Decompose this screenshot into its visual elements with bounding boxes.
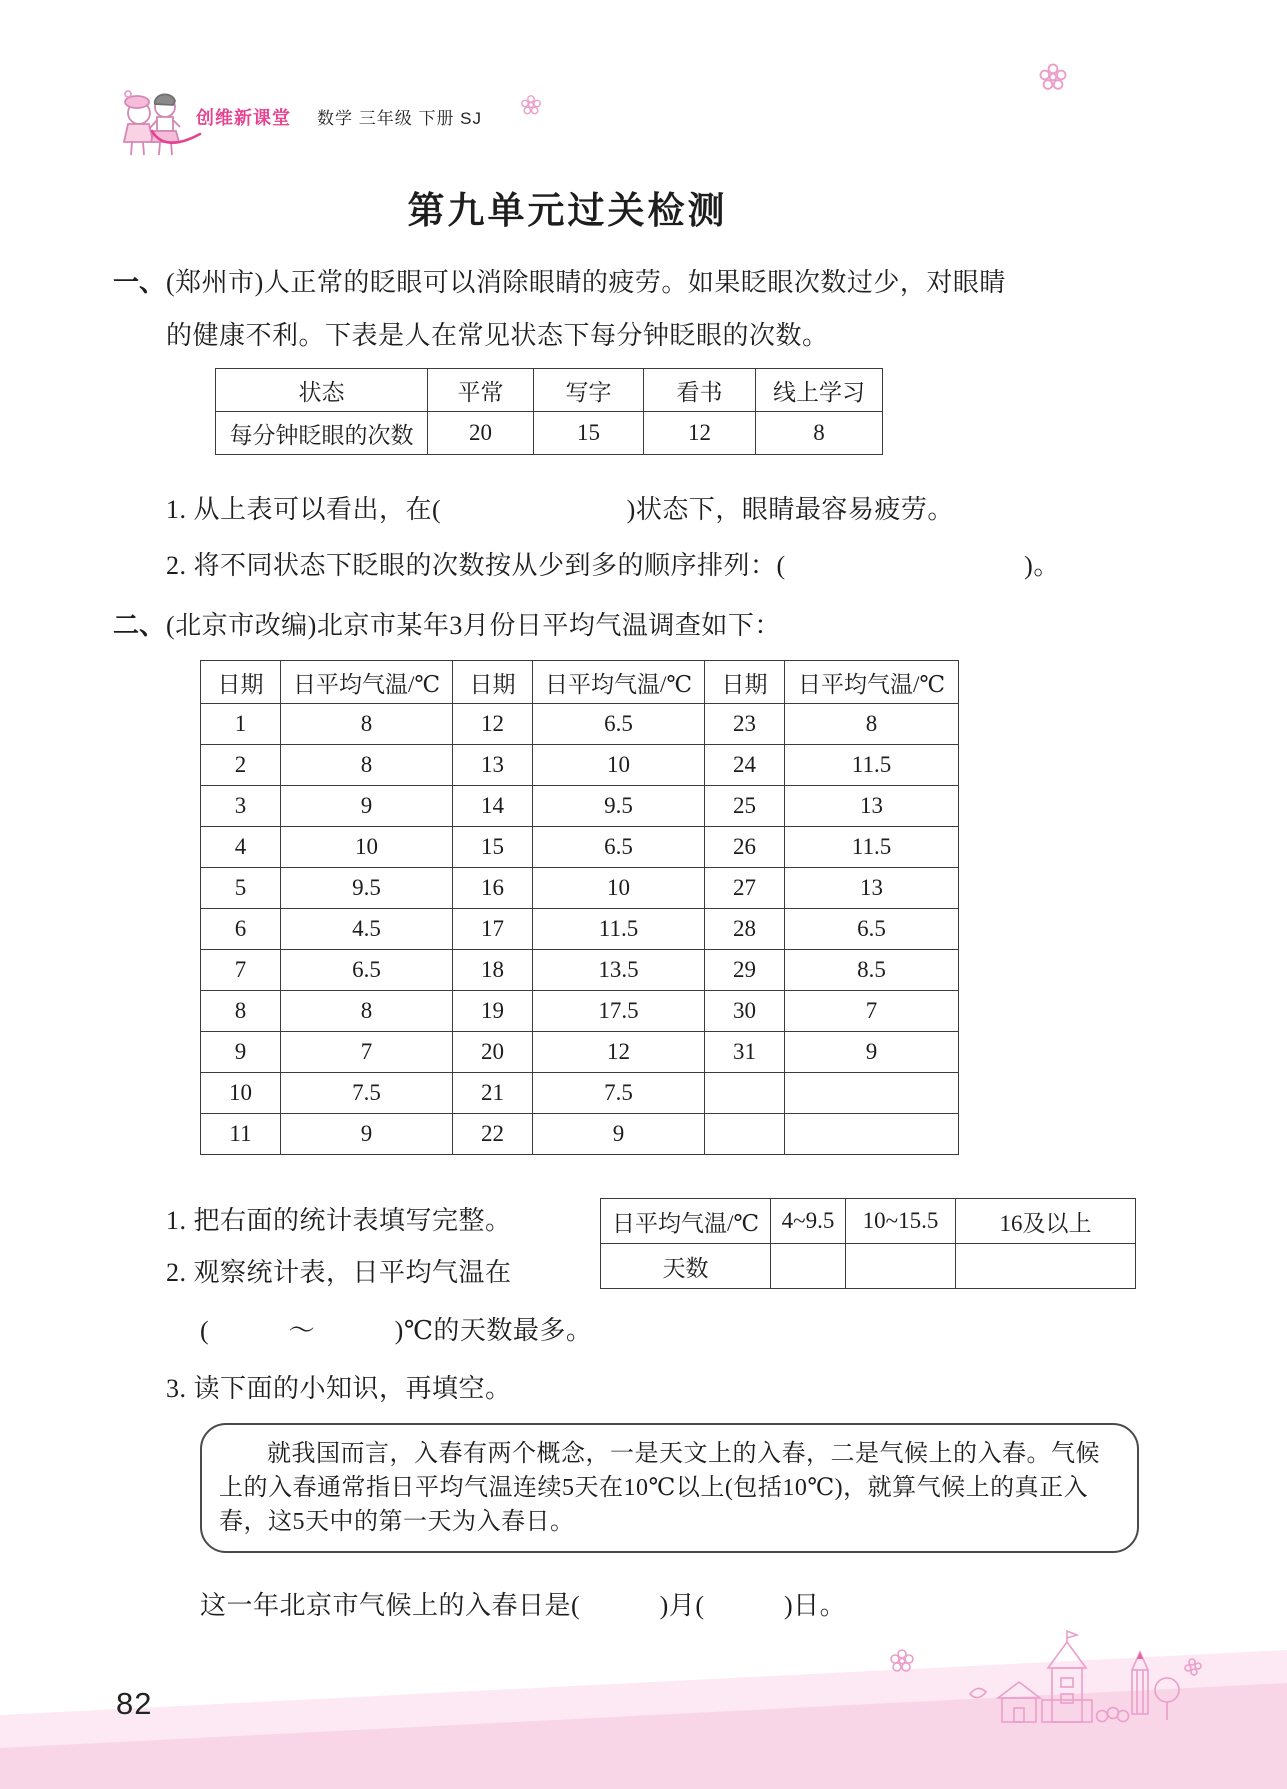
table-empty-cell — [956, 1244, 1136, 1289]
table-cell: 6.5 — [281, 950, 453, 991]
section-two-question-2-line2: ( ～ )℃的天数最多。 — [200, 1316, 593, 1345]
table-header-cell: 线上学习 — [756, 369, 883, 412]
table-header-cell: 日期 — [705, 661, 785, 704]
table-header-cell: 看书 — [644, 369, 756, 412]
section-one-question-2: 2. 将不同状态下眨眼的次数按从少到多的顺序排列：( )。 — [166, 551, 1060, 580]
table-cell: 6 — [201, 909, 281, 950]
table-cell: 9.5 — [281, 868, 453, 909]
table-cell: 29 — [705, 950, 785, 991]
table-cell: 7 — [201, 950, 281, 991]
table-header-row — [216, 369, 883, 412]
table-header-cell: 日期 — [201, 661, 281, 704]
castle-pencil-illustration — [880, 1628, 1210, 1740]
temperature-table — [200, 660, 959, 1155]
table-cell: 6.5 — [533, 704, 705, 745]
table-header-cell: 日平均气温/℃ — [601, 1199, 771, 1244]
table-empty-cell — [705, 1073, 785, 1114]
table-cell: 4 — [201, 827, 281, 868]
table-cell: 23 — [705, 704, 785, 745]
table-cell: 4.5 — [281, 909, 453, 950]
table-cell: 7.5 — [533, 1073, 705, 1114]
table-cell: 21 — [453, 1073, 533, 1114]
table-row — [201, 704, 959, 745]
knowledge-note-box: 就我国而言，入春有两个概念，一是天文上的入春，二是气候上的入春。气候上的入春通常指日平均气温连续5天在10℃以上(包括10℃)，就算气候上的真正入春，这5天中的第一天为入春日。 — [200, 1423, 1139, 1553]
table-row — [201, 1073, 959, 1114]
section-one-question-1: 1. 从上表可以看出，在( )状态下，眼睛最容易疲劳。 — [166, 495, 954, 524]
table-empty-cell — [785, 1073, 959, 1114]
table-header-cell: 16及以上 — [956, 1199, 1136, 1244]
table-cell: 10 — [201, 1073, 281, 1114]
table-header-cell: 状态 — [216, 369, 428, 412]
table-row — [201, 1114, 959, 1155]
table-cell: 6.5 — [533, 827, 705, 868]
table-header-cell: 日期 — [453, 661, 533, 704]
table-header-row — [601, 1199, 1136, 1244]
table-cell: 9 — [533, 1114, 705, 1155]
table-cell: 5 — [201, 868, 281, 909]
section-two-label: 二、 — [113, 610, 166, 640]
table-cell: 9.5 — [533, 786, 705, 827]
page-title: 第九单元过关检测 — [407, 190, 728, 231]
statistics-fill-table — [600, 1198, 1136, 1289]
brand-name: 创维新课堂 — [196, 108, 291, 128]
table-row — [201, 991, 959, 1032]
table-row — [201, 909, 959, 950]
blink-frequency-table — [215, 368, 883, 455]
table-cell: 8 — [756, 412, 883, 455]
table-cell: 6.5 — [785, 909, 959, 950]
section-two-question-3: 3. 读下面的小知识，再填空。 — [166, 1374, 512, 1403]
table-cell: 8.5 — [785, 950, 959, 991]
table-cell: 11.5 — [533, 909, 705, 950]
table-empty-cell — [785, 1114, 959, 1155]
table-cell: 11 — [201, 1114, 281, 1155]
table-cell: 17 — [453, 909, 533, 950]
section-one-text-line1: (郑州市)人正常的眨眼可以消除眼睛的疲劳。如果眨眼次数过少，对眼睛 — [166, 268, 1006, 297]
section-two-question-1: 1. 把右面的统计表填写完整。 — [166, 1206, 512, 1235]
table-cell: 18 — [453, 950, 533, 991]
table-cell: 3 — [201, 786, 281, 827]
table-cell: 16 — [453, 868, 533, 909]
brand-swoosh — [150, 126, 202, 148]
section-one-text-line2: 的健康不利。下表是人在常见状态下每分钟眨眼的次数。 — [166, 321, 829, 350]
table-row — [201, 827, 959, 868]
table-cell: 13.5 — [533, 950, 705, 991]
table-cell: 9 — [201, 1032, 281, 1073]
table-cell: 13 — [453, 745, 533, 786]
table-row — [201, 745, 959, 786]
table-cell: 12 — [533, 1032, 705, 1073]
section-two-question-2-line1: 2. 观察统计表，日平均气温在 — [166, 1258, 512, 1287]
table-header-cell: 平常 — [428, 369, 534, 412]
table-cell: 8 — [281, 991, 453, 1032]
table-cell: 27 — [705, 868, 785, 909]
table-cell: 10 — [533, 868, 705, 909]
table-empty-cell — [846, 1244, 956, 1289]
table-cell: 19 — [453, 991, 533, 1032]
table-cell: 天数 — [601, 1244, 771, 1289]
table-cell: 7 — [785, 991, 959, 1032]
table-cell: 9 — [281, 1114, 453, 1155]
page-number: 82 — [116, 1686, 153, 1721]
table-header-cell: 日平均气温/℃ — [785, 661, 959, 704]
table-header-cell: 日平均气温/℃ — [281, 661, 453, 704]
table-row — [201, 868, 959, 909]
section-two-final-question: 这一年北京市气候上的入春日是( )月( )日。 — [200, 1591, 847, 1620]
section-two-intro: (北京市改编)北京市某年3月份日平均气温调查如下： — [166, 611, 781, 640]
table-cell: 8 — [201, 991, 281, 1032]
table-row — [216, 412, 883, 455]
table-empty-cell — [705, 1114, 785, 1155]
table-cell: 17.5 — [533, 991, 705, 1032]
table-cell: 8 — [281, 745, 453, 786]
table-cell: 8 — [281, 704, 453, 745]
table-cell: 30 — [705, 991, 785, 1032]
table-header-row — [201, 661, 959, 704]
table-cell: 8 — [785, 704, 959, 745]
table-cell: 12 — [453, 704, 533, 745]
table-cell: 20 — [453, 1032, 533, 1073]
table-row — [201, 950, 959, 991]
table-cell: 15 — [453, 827, 533, 868]
table-header-cell: 日平均气温/℃ — [533, 661, 705, 704]
header-colophon — [196, 104, 482, 130]
table-cell: 7.5 — [281, 1073, 453, 1114]
table-header-cell: 4~9.5 — [771, 1199, 846, 1244]
table-cell: 9 — [281, 786, 453, 827]
table-cell: 10 — [281, 827, 453, 868]
table-cell: 11.5 — [785, 745, 959, 786]
table-cell: 25 — [705, 786, 785, 827]
table-cell: 28 — [705, 909, 785, 950]
table-header-cell: 写字 — [534, 369, 644, 412]
table-cell: 11.5 — [785, 827, 959, 868]
table-cell: 26 — [705, 827, 785, 868]
table-cell: 13 — [785, 868, 959, 909]
table-header-cell: 10~15.5 — [846, 1199, 956, 1244]
table-cell: 13 — [785, 786, 959, 827]
book-subject-info: 数学 三年级 下册 SJ — [317, 109, 483, 128]
table-cell: 1 — [201, 704, 281, 745]
table-empty-cell — [771, 1244, 846, 1289]
table-cell: 20 — [428, 412, 534, 455]
table-cell: 每分钟眨眼的次数 — [216, 412, 428, 455]
table-cell: 10 — [533, 745, 705, 786]
table-cell: 15 — [534, 412, 644, 455]
flower-icon — [520, 94, 542, 116]
table-cell: 22 — [453, 1114, 533, 1155]
table-cell: 31 — [705, 1032, 785, 1073]
table-row — [601, 1244, 1136, 1289]
flower-icon — [1038, 62, 1068, 92]
table-cell: 12 — [644, 412, 756, 455]
table-cell: 14 — [453, 786, 533, 827]
table-cell: 2 — [201, 745, 281, 786]
flower-icon — [891, 1650, 913, 1671]
section-one-label: 一、 — [113, 267, 166, 297]
table-row — [201, 1032, 959, 1073]
table-cell: 24 — [705, 745, 785, 786]
table-row — [201, 786, 959, 827]
table-cell: 9 — [785, 1032, 959, 1073]
table-cell: 7 — [281, 1032, 453, 1073]
